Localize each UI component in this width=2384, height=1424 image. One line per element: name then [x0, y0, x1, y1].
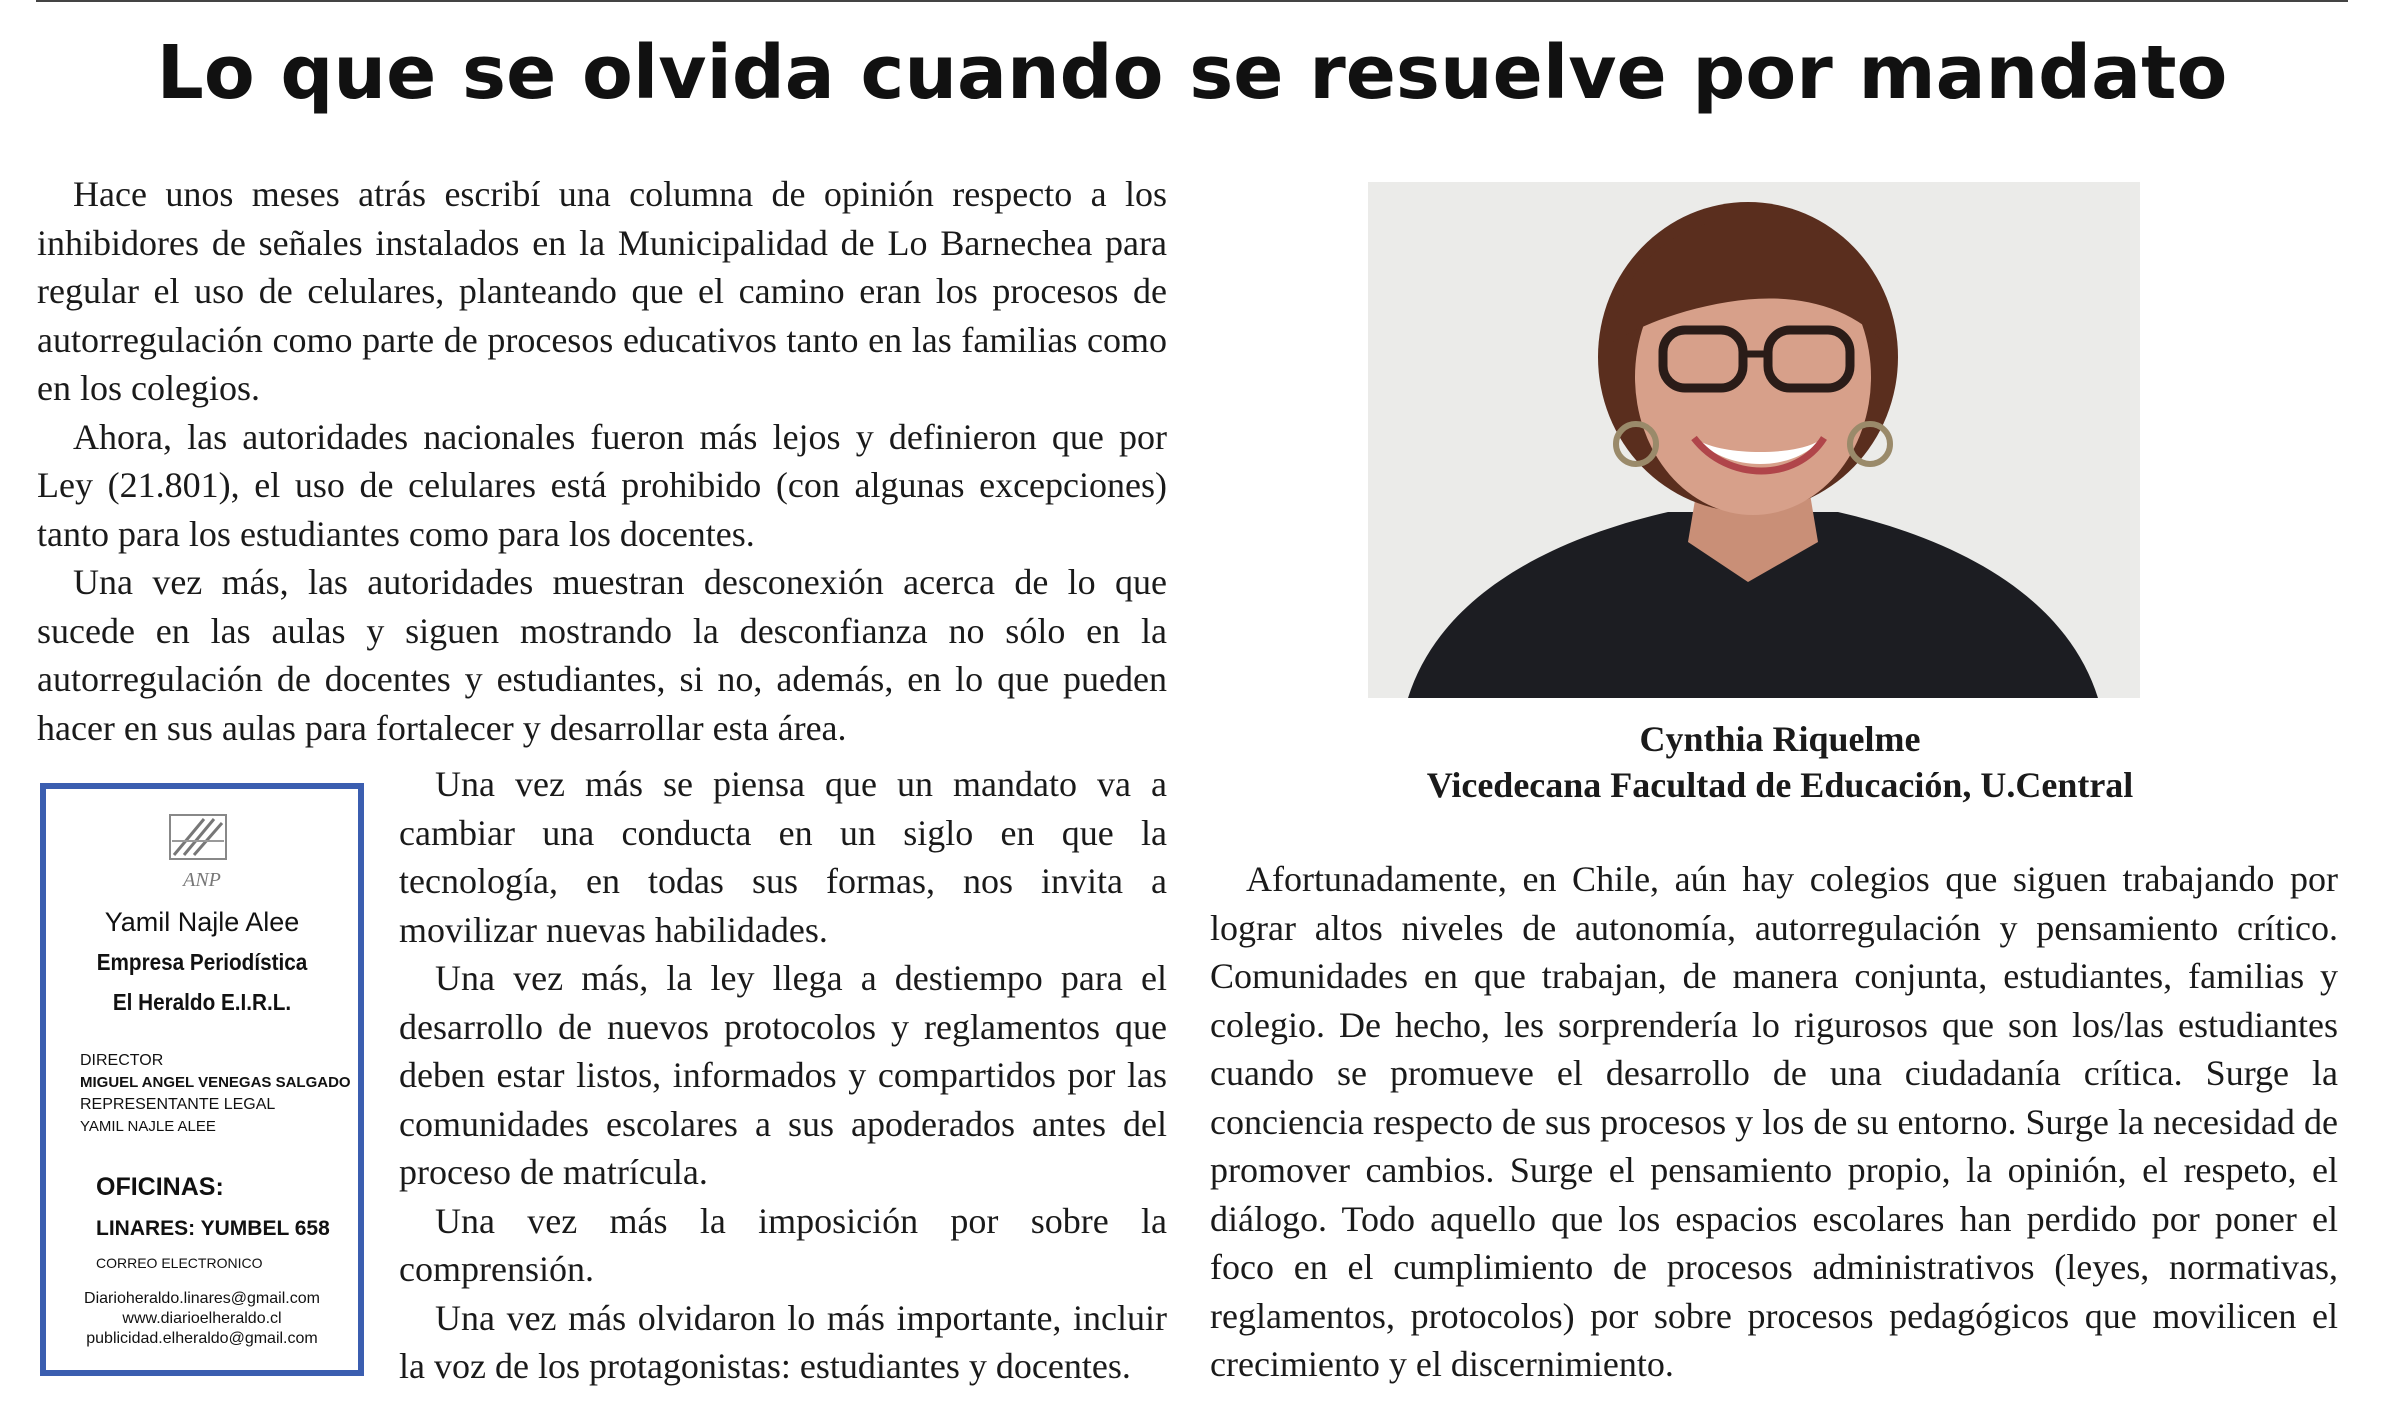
legal-rep-label: REPRESENTANTE LEGAL: [80, 1096, 276, 1113]
author-portrait-image: [1368, 182, 2140, 698]
masthead-company-name: El Heraldo E.I.R.L.: [112, 989, 292, 1015]
article-column-right: [1210, 855, 2338, 1389]
legal-rep-name: YAMIL NAJLE ALEE: [80, 1118, 216, 1135]
director-label: DIRECTOR: [80, 1052, 164, 1069]
paragraph: Una vez más olvidaron lo más importante, incluir la voz de los protagonistas: estudiantes y docentes.: [399, 1297, 1167, 1386]
masthead-owner: Yamil Najle Alee: [104, 907, 300, 937]
headline: Lo que se olvida cuando se resuelve por mandato: [156, 30, 2228, 116]
masthead-contacts: [46, 1289, 358, 1349]
paragraph: Ahora, las autoridades nacionales fueron más lejos y definieron que por Ley (21.801), el uso de celulares está prohibido (con algunas excepciones) tanto para los estudiantes como para los docentes.: [37, 416, 1167, 554]
director-name: MIGUEL ANGEL VENEGAS SALGADO: [80, 1074, 351, 1091]
paragraph: Una vez más, las autoridades muestran desconexión acerca de lo que sucede en las aulas y siguen mostrando la desconfianza no sólo en la autorregulación de docentes y estudiantes, si no, además, en lo que pueden hacer en sus aulas para fortalecer y desarrollar esta área.: [37, 562, 1167, 748]
offices-label: OFICINAS:: [96, 1173, 224, 1201]
top-rule: [36, 0, 2348, 2]
email-link[interactable]: publicidad.elheraldo@gmail.com: [86, 1330, 318, 1347]
author-caption: [1300, 716, 2260, 808]
article-column-left: [37, 170, 1167, 752]
anp-logo-text: ANP: [183, 869, 221, 891]
masthead-box: [40, 783, 364, 1376]
author-name: Cynthia Riquelme: [1639, 719, 1921, 759]
email-label: CORREO ELECTRONICO: [96, 1255, 263, 1271]
paragraph: Una vez más la imposición por sobre la comprensión.: [399, 1200, 1167, 1289]
article-column-middle: [399, 760, 1167, 1391]
masthead-company: Empresa Periodística: [96, 949, 308, 975]
paragraph: Afortunadamente, en Chile, aún hay colegios que siguen trabajando por lograr altos niveles de autonomía, autorregulación y pensamiento crítico. Comunidades en que trabajan, de manera conjunta, estudiantes, familias y colegio. De hecho, les sorprendería lo rigurosos que son los/las estudiantes cuando se promueve el desarrollo de una ciudadanía crítica. Surge la conciencia respecto de sus procesos y los de su entorno. Surge la necesidad de promover cambios. Surge el pensamiento propio, la opinión, el respeto, el diálogo. Todo aquello que los espacios escolares han perdido por poner el foco en el cumplimiento de procesos administrativos (leyes, normativas, reglamentos, protocolos) por sobre procesos pedagógicos que movilicen el crecimiento y el discernimiento.: [1210, 859, 2338, 1384]
paragraph: Una vez más, la ley llega a destiempo para el desarrollo de nuevos protocolos y reglamentos que deben estar listos, informados y compartidos por las comunidades escolares a sus apoderados antes del proceso de matrícula.: [399, 958, 1167, 1192]
author-photo: [1368, 182, 2140, 698]
author-title: Vicedecana Facultad de Educación, U.Central: [1426, 765, 2134, 805]
offices-address: LINARES: YUMBEL 658: [96, 1217, 330, 1240]
website-link[interactable]: www.diarioelheraldo.cl: [122, 1310, 282, 1327]
email-link[interactable]: Diarioheraldo.linares@gmail.com: [84, 1290, 320, 1307]
paragraph: Hace unos meses atrás escribí una columna de opinión respecto a los inhibidores de señales instalados en la Municipalidad de Lo Barnechea para regular el uso de celulares, planteando que el camino eran los procesos de autorregulación como parte de procesos educativos tanto en las familias como en los colegios.: [37, 174, 1167, 408]
anp-logo-icon: [164, 811, 234, 869]
paragraph: Una vez más se piensa que un mandato va a cambiar una conducta en un siglo en que la tecnología, en todas sus formas, nos invita a movilizar nuevas habilidades.: [399, 764, 1167, 950]
